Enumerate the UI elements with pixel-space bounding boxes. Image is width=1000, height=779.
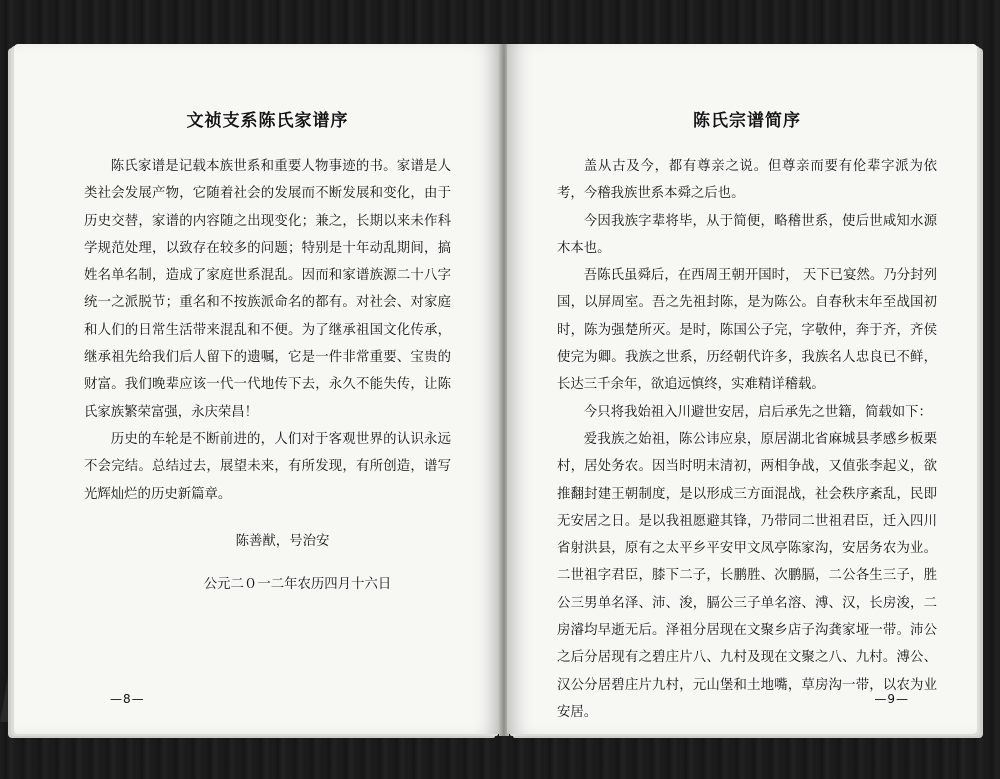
right-page-body — [557, 153, 937, 726]
left-paragraph-1: 陈氏家谱是记载本族世系和重要人物事迹的书。家谱是人类社会发展产物，它随着社会的发展而不断发展和变化，由于历史交替，家谱的内容随之出现变化；兼之，长期以来未作科学规范处理，以致存在较多的问题；特别是十年动乱期间，搞姓名单名制，造成了家庭世系混乱。因而和家谱族源二十八字统一之派脱节；重名和不按族派命名的都有。对社会、对家庭和人们的日常生活带来混乱和不便。为了继承祖国文化传承，继承祖先给我们后人留下的遗嘱，它是一件非常重要、宝贵的财富。我们晚辈应该一代一代地传下去，永久不能失传，让陈氏家族繁荣富强，永庆荣昌！ — [84, 159, 451, 420]
right-paragraph-5: 爱我族之始祖，陈公讳应泉，原居湖北省麻城县孝感乡板栗村，居处务农。因当时明末清初，两相争战，又值张李起义，欲推翻封建王朝制度，是以形成三方面混战，社会秩序紊乱，民即无安居之日。是以我祖愿避其锋，乃带同二世祖君臣，迁入四川省射洪县，原有之太平乡平安甲文凤亭陈家沟，安居务农为业。二世祖字君臣，膝下二子，长鹏胜、次鹏膈，二公各生三子，胜公三男单名泽、沛、浚，膈公三子单名溶、溥、汉，长房浚，二房濬均早逝无后。泽祖分居现在文聚乡店子沟龚家垭一带。沛公之后分居现有之碧庄片八、九村及现在文聚之八、九村。溥公、汉公分居碧庄片九村，元山堡和土地嘴，草房沟一带，以农为业安居。 — [557, 431, 937, 720]
right-page-number: —9— — [874, 692, 909, 706]
right-paragraph-3: 吾陈氏虽舜后，在西周王朝开国时， 天下已宴然。乃分封列国，以屏周室。吾之先祖封陈，是为陈公。自春秋末年至战国初时，陈为强楚所灭。是时，陈国公子完，字敬仲，奔于齐，齐侯使完为卿。我族之世系，历经朝代许多，我族名人忠良已不鲜，长达三千余年，欲追远慎终，实难精详稽载。 — [557, 268, 937, 393]
right-paragraph-2: 今因我族字辈将毕，从于简便，略稽世系，使后世咸知水源木本也。 — [557, 213, 937, 256]
left-page-body — [84, 153, 451, 508]
open-book — [14, 44, 986, 744]
author-signature: 陈善猷，号治安 — [235, 533, 330, 549]
preface-date: 公元二０一二年农历四月十六日 — [203, 577, 392, 593]
right-paragraph-1: 盖从古及今，都有尊亲之说。但尊亲而要有伦辈字派为依考，今稽我族世系本舜之后也。 — [557, 159, 937, 202]
left-paragraph-2: 历史的车轮是不断前进的，人们对于客观世界的认识永远不会完结。总结过去，展望未来，有所发现，有所创造，谱写光辉灿烂的历史新篇章。 — [84, 431, 451, 502]
left-page-title: 文祯支系陈氏家谱序 — [186, 111, 349, 131]
left-page-number: —8— — [110, 692, 145, 706]
right-page-title: 陈氏宗谱简序 — [693, 111, 801, 131]
right-page — [507, 44, 977, 734]
right-paragraph-4: 今只将我始祖入川避世安居，启后承先之世籍，简载如下： — [583, 404, 932, 420]
left-page — [14, 44, 501, 734]
